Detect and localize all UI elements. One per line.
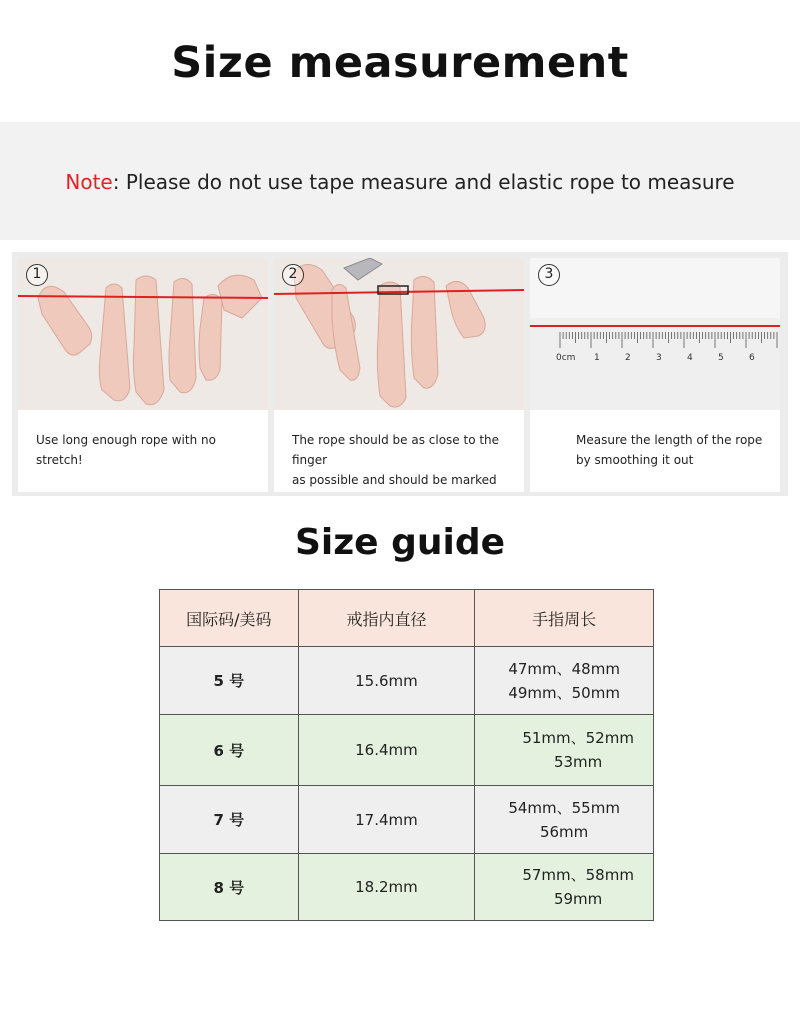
header-international-size: 国际码/美码 — [160, 590, 299, 647]
step-number-1: 1 — [26, 264, 48, 286]
step-3-caption-line-1: Measure the length of the rope — [576, 433, 763, 447]
ruler-label: 1 — [594, 353, 600, 363]
table-row — [160, 715, 654, 786]
step-card-2 — [274, 258, 524, 492]
ruler-label: 6 — [749, 353, 755, 363]
measurement-steps — [12, 252, 788, 496]
note-message: : Please do not use tape measure and elastic rope to measure — [112, 170, 735, 194]
note-text — [0, 170, 800, 194]
ruler-label: 3 — [656, 353, 662, 363]
step-card-1 — [18, 258, 268, 492]
table-row — [160, 786, 654, 854]
circumference-cell — [475, 786, 654, 854]
ruler-label: 5 — [718, 353, 724, 363]
circumference-cell — [475, 854, 654, 921]
step-3-caption — [576, 430, 770, 470]
page-title: Size measurement — [171, 38, 629, 88]
ruler-illustration — [530, 258, 780, 410]
size-guide-table — [159, 589, 654, 921]
fingers-with-rope-illustration — [18, 258, 268, 410]
diameter-cell: 16.4mm — [298, 715, 475, 786]
circumference-cell — [475, 715, 654, 786]
note-banner — [0, 122, 800, 240]
circumference-line-1: 51mm、52mm — [522, 729, 634, 747]
circumference-line-2: 49mm、50mm — [508, 683, 620, 702]
step-number-2: 2 — [282, 264, 304, 286]
step-3-photo — [530, 258, 780, 410]
size-cell: 6 号 — [160, 715, 299, 786]
circumference-cell — [475, 647, 654, 715]
note-label: Note — [65, 170, 113, 194]
header-inner-diameter: 戒指内直径 — [298, 590, 475, 647]
circumference-line-2: 53mm — [553, 753, 603, 771]
step-card-3 — [530, 258, 780, 492]
step-1-photo — [18, 258, 268, 410]
step-number-3: 3 — [538, 264, 560, 286]
circumference-line-2: 59mm — [553, 890, 603, 908]
step-3-caption-line-2: by smoothing it out — [576, 453, 694, 467]
step-2-caption — [292, 430, 514, 490]
step-1-caption-text: Use long enough rope with no stretch! — [36, 433, 216, 467]
table-row — [160, 854, 654, 921]
size-cell: 8 号 — [160, 854, 299, 921]
circumference-line-1: 57mm、58mm — [522, 866, 634, 884]
table-header-row — [160, 590, 654, 647]
rope-around-finger-illustration — [274, 258, 524, 410]
size-guide-title: Size guide — [294, 522, 506, 563]
diameter-cell: 18.2mm — [298, 854, 475, 921]
size-cell: 5 号 — [160, 647, 299, 715]
circumference-line-1: 47mm、48mm — [508, 659, 620, 678]
ruler-label: 2 — [625, 353, 631, 363]
step-2-caption-line-2: as possible and should be marked — [292, 473, 497, 487]
step-2-photo — [274, 258, 524, 410]
ruler-label: 0cm — [556, 353, 576, 363]
step-2-caption-line-1: The rope should be as close to the finger — [292, 433, 500, 467]
table-row — [160, 647, 654, 715]
size-cell: 7 号 — [160, 786, 299, 854]
diameter-cell: 17.4mm — [298, 786, 475, 854]
circumference-line-1: 54mm、55mm — [508, 798, 620, 817]
header-finger-circumference: 手指周长 — [475, 590, 654, 647]
circumference-line-2: 56mm — [539, 822, 589, 841]
title-block — [0, 0, 800, 122]
ruler-label: 4 — [687, 353, 693, 363]
diameter-cell: 15.6mm — [298, 647, 475, 715]
step-1-caption — [36, 430, 258, 470]
